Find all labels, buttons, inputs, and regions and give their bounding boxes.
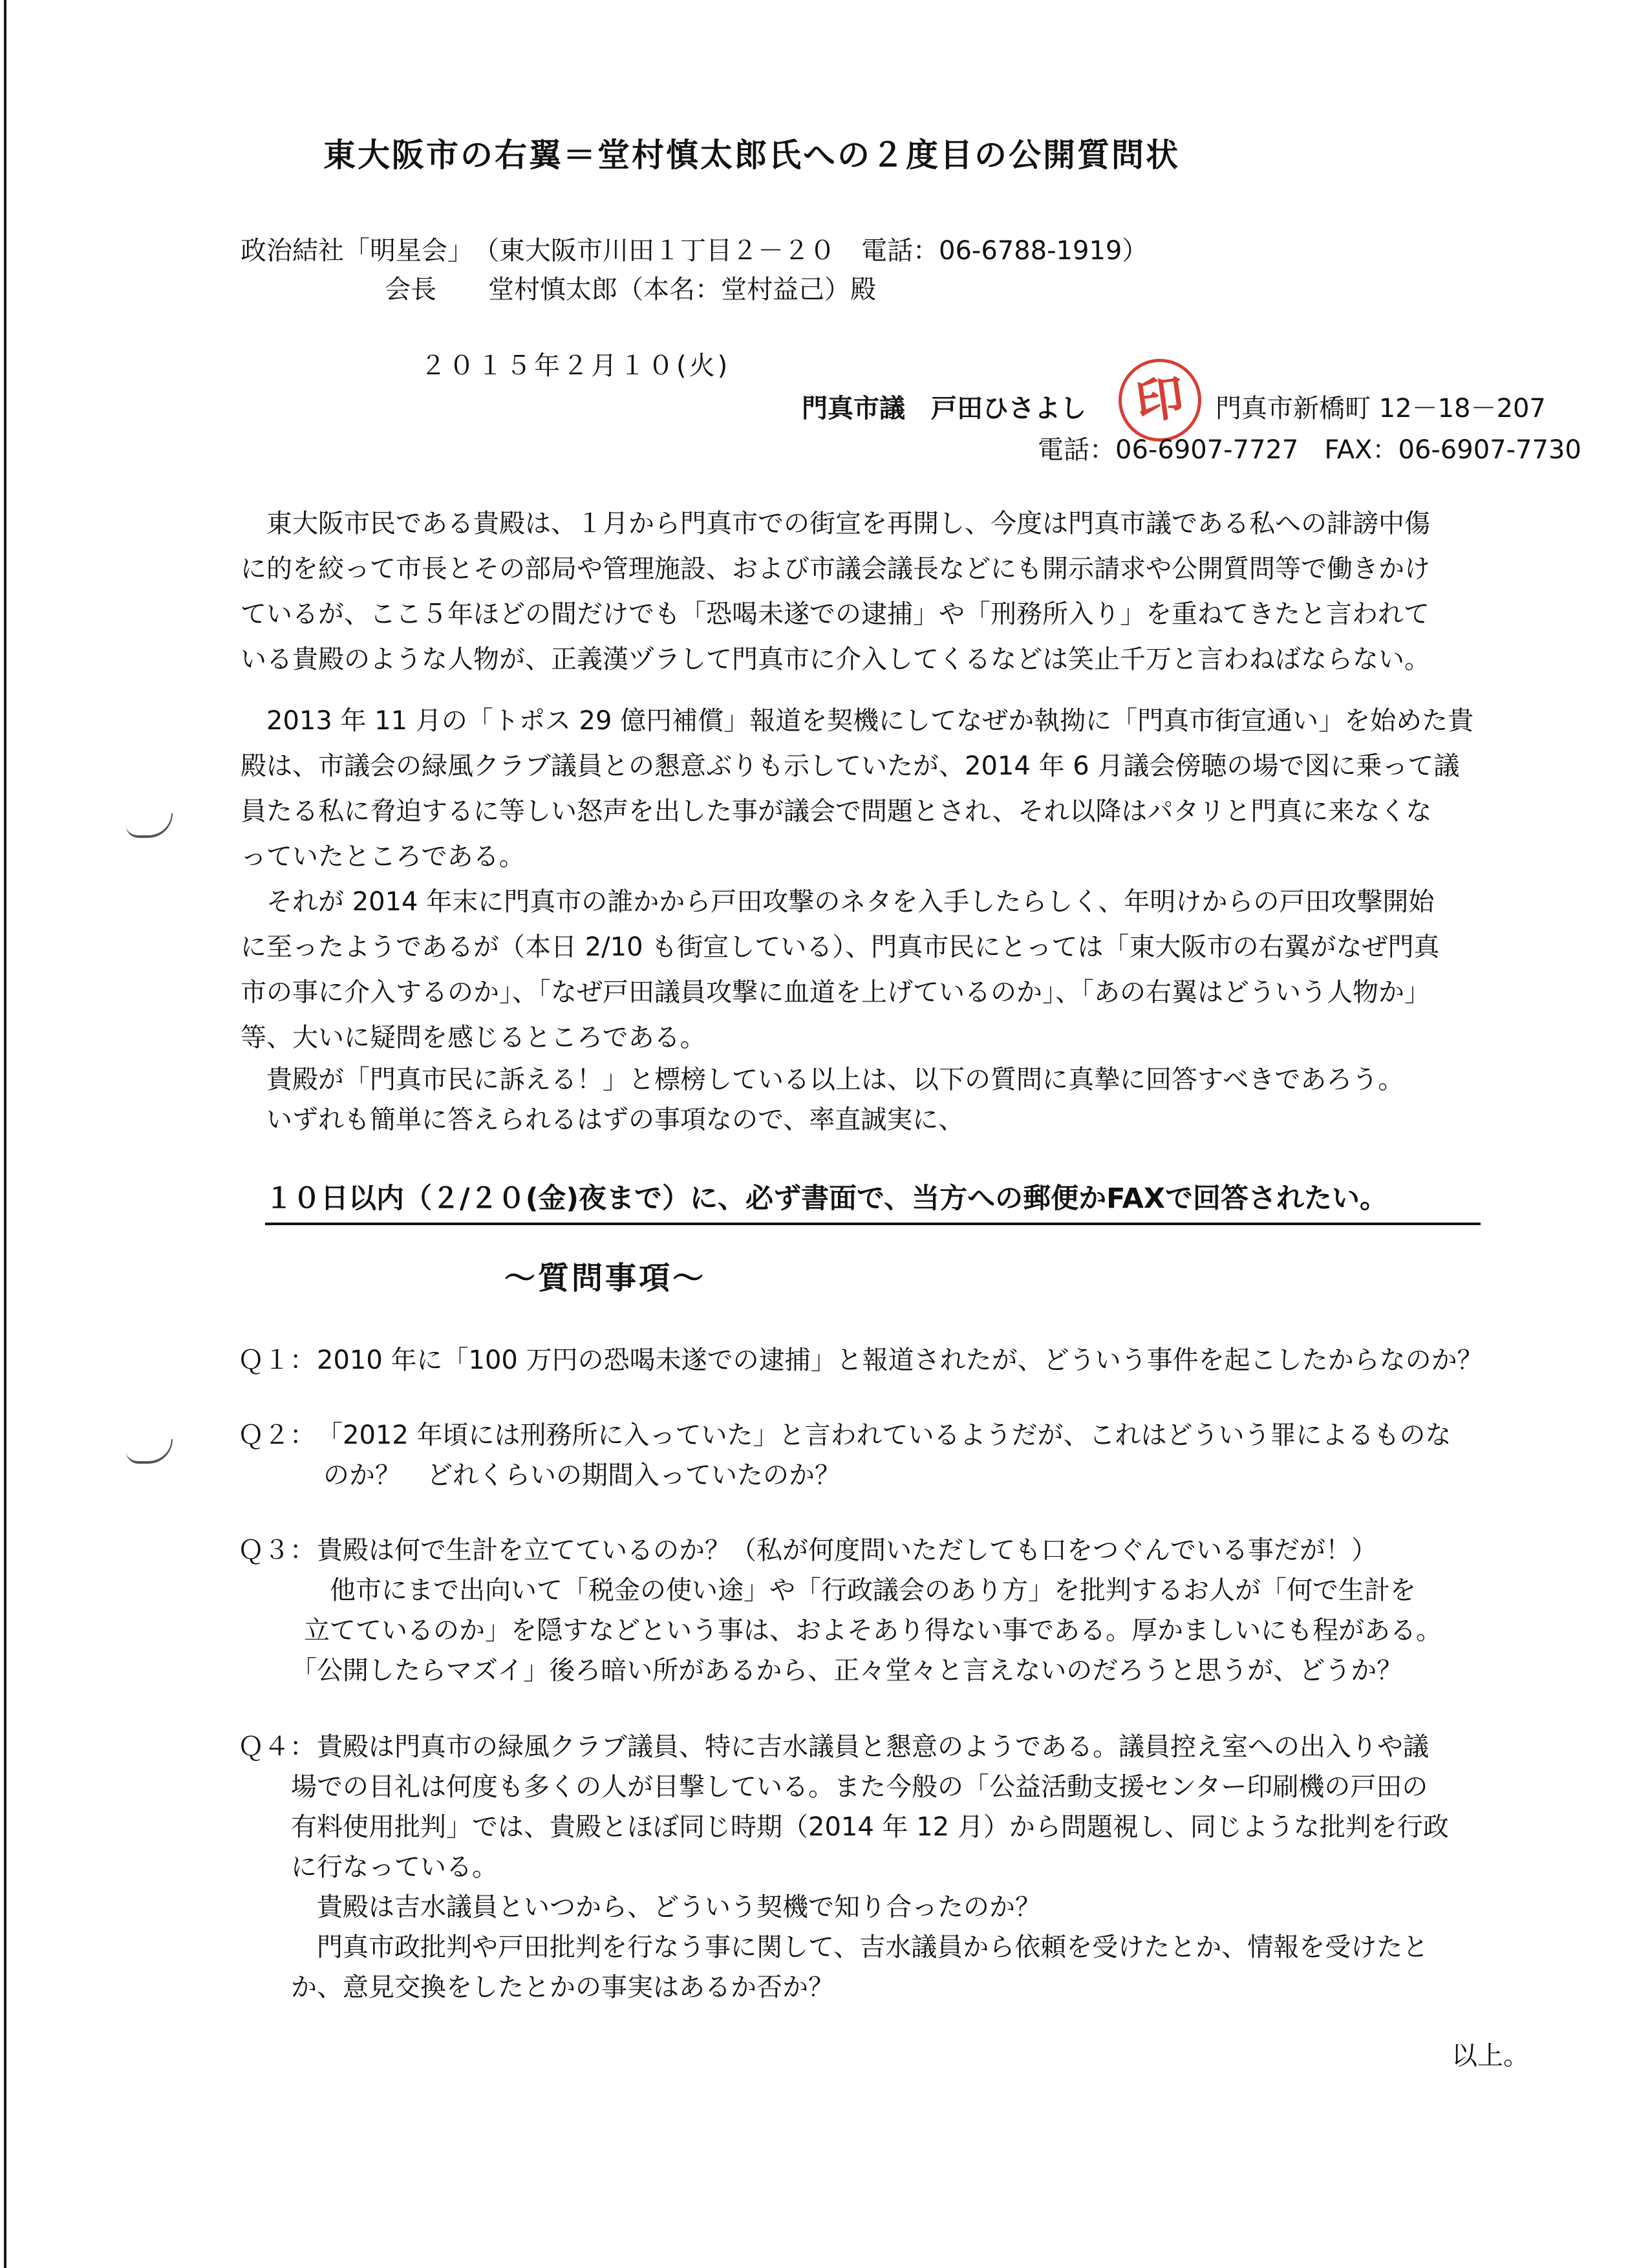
- punch-hole-mark-top: [126, 813, 173, 838]
- question-2-line: 「2012 年頃には刑務所に入っていた」と言われているようだが、これはどういう罪によるものな: [317, 1420, 1452, 1450]
- scan-edge: [4, 0, 6, 2268]
- body-para2-line: っていたところである。: [241, 842, 525, 872]
- document-title: 東大阪市の右翼＝堂村慎太郎氏への２度目の公開質問状: [323, 136, 1180, 174]
- question-4-line: か、意見交換をしたとかの事実はあるか否か？: [291, 1973, 834, 2002]
- body-para2-line: に至ったようであるが（本日 2/10 も街宣している）、門真市民にとっては「東大阪市の右翼がなぜ門真: [241, 932, 1440, 962]
- question-4-line: に行なっている。: [291, 1852, 498, 1882]
- question-4-label: Ｑ４：: [238, 1732, 316, 1762]
- red-seal-stamp: 印: [1113, 354, 1207, 447]
- sender-address: 門真市新橋町 12－18－207: [1216, 394, 1546, 423]
- question-4-line: 有料使用批判」では、貴殿とほぼ同じ時期（2014 年 12 月）から問題視し、同じような批判を行政: [291, 1812, 1449, 1842]
- document-date: ２０１５年２月１０(火): [420, 351, 731, 381]
- question-3-line: 貴殿は何で生計を立てているのか？（私が何度問いただしても口をつぐんでいる事だが！）: [317, 1535, 1377, 1565]
- deadline-notice: １０日以内（２/２０(金)夜まで）に、必ず書面で、当方への郵便かFAXで回答されたい。: [265, 1177, 1481, 1225]
- body-para2-line: それが 2014 年末に門真市の誰かから戸田攻撃のネタを入手したらしく、年明けからの戸田攻撃開始: [241, 887, 1435, 917]
- body-para1-line: いる貴殿のような人物が、正義漢ヅラして門真市に介入してくるなどは笑止千万と言わねばならない。: [241, 645, 1430, 674]
- question-4-line: 貴殿は吉水議員といつから、どういう契機で知り合ったのか？: [291, 1892, 1041, 1922]
- question-4-line: 貴殿は門真市の緑風クラブ議員、特に吉水議員と懇意のようである。議員控え室への出入りや議: [317, 1732, 1429, 1762]
- body-para2-line: 2013 年 11 月の「トポス 29 億円補償」報道を契機にしてなぜか執拗に「門真市街宣通い」を始めた貴: [241, 706, 1474, 736]
- question-1-line: 2010 年に「100 万円の恐喝未遂での逮捕」と報道されたが、どういう事件を起こしたからなのか？: [317, 1345, 1483, 1375]
- body-para2-line: 等、大いに疑問を感じるところである。: [241, 1023, 706, 1053]
- body-para2-line: 員たる私に脅迫するに等しい怒声を出した事が議会で問題とされ、それ以降はパタリと門真に来なくな: [241, 797, 1432, 826]
- body-para3-line: 貴殿が「門真市民に訴える！」と標榜している以上は、以下の質問に真摯に回答すべきであろう。: [241, 1065, 1404, 1095]
- sender-contact: 電話：06-6907-7727 FAX：06-6907-7730: [1038, 435, 1581, 465]
- addressee-line-2: 会長 堂村慎太郎（本名：堂村益己）殿: [385, 275, 876, 305]
- sender-name: 門真市議 戸田ひさよし: [802, 394, 1086, 423]
- body-para1-line: に的を絞って市長とその部局や管理施設、および市議会議長などにも開示請求や公開質問等で働きかけ: [241, 554, 1430, 584]
- body-para3-line: いずれも簡単に答えられるはずの事項なので、率直誠実に、: [241, 1105, 965, 1135]
- body-para2-line: 殿は、市議会の緑風クラブ議員との懇意ぶりも示していたが、2014 年 6 月議会傍聴の場で図に乗って議: [241, 751, 1460, 781]
- punch-hole-mark-bottom: [126, 1439, 173, 1464]
- question-3-line: 「公開したらマズイ」後ろ暗い所があるから、正々堂々と言えないのだろうと思うが、どうか？: [278, 1656, 1403, 1685]
- closing-text: 以上。: [1452, 2041, 1529, 2071]
- question-3-line: 他市にまで出向いて「税金の使い途」や「行政議会のあり方」を批判するお人が「何で生計を: [278, 1576, 1416, 1605]
- body-para1-line: 東大阪市民である貴殿は、１月から門真市での街宣を再開し、今度は門真市議である私への誹謗中傷: [241, 509, 1430, 539]
- question-2-label: Ｑ２：: [238, 1420, 316, 1450]
- question-2-line: のか？ どれくらいの期間入っていたのか？: [297, 1460, 841, 1490]
- question-4-line: 門真市政批判や戸田批判を行なう事に関して、吉水議員から依頼を受けたとか、情報を受けたと: [291, 1932, 1429, 1962]
- question-4-line: 場での目礼は何度も多くの人が目撃している。また今般の「公益活動支援センター印刷機の戸田の: [291, 1772, 1428, 1802]
- addressee-line-1: 政治結社「明星会」 （東大阪市川田１丁目２－２０ 電話：06-6788-1919）: [241, 236, 1148, 266]
- questions-heading: ～質問事項～: [504, 1260, 707, 1296]
- body-para1-line: ているが、ここ５年ほどの間だけでも「恐喝未遂での逮捕」や「刑務所入り」を重ねてきたと言われて: [241, 599, 1430, 629]
- question-1-label: Ｑ１：: [238, 1345, 316, 1375]
- question-3-line: 立てているのか」を隠すなどという事は、およそあり得ない事である。厚かましいにも程がある。: [278, 1616, 1442, 1645]
- question-3-label: Ｑ３：: [238, 1535, 316, 1565]
- body-para2-line: 市の事に介入するのか」、「なぜ戸田議員攻撃に血道を上げているのか」、「あの右翼はどういう人物か」: [241, 978, 1430, 1007]
